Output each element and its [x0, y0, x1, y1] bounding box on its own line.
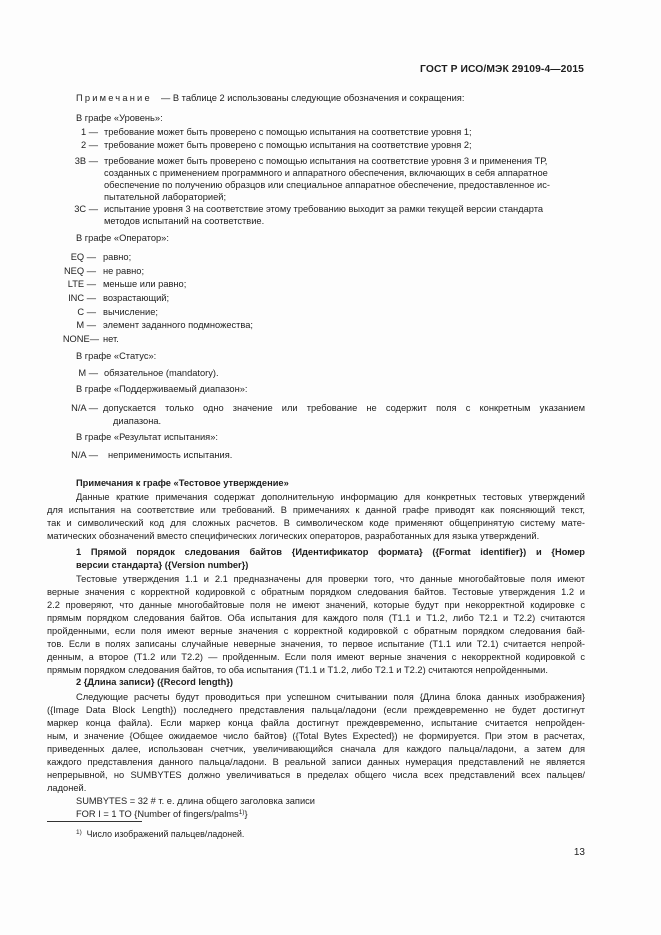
text-line: маркер конца файла). Если маркер конца файла достигнут преждевременно, испытание считается непройден- — [47, 718, 585, 728]
footnote — [76, 828, 244, 841]
result-code: N/A — — [71, 450, 98, 460]
text-line: версии стандарта} ({Version number}) — [76, 560, 249, 570]
level-text: требование может быть проверено с помощью испытания на соответствие уровня 3 и применения ТР, — [104, 156, 548, 166]
operator-title: В графе «Оператор»: — [76, 233, 169, 243]
operator-text: вычисление; — [103, 307, 158, 317]
operator-text: элемент заданного подмножества; — [103, 320, 253, 330]
text-line: тов. Если в полях записаны случайные неверные значения, то первое испытание (Т1.1 или Т2.1) считается непрой- — [47, 639, 585, 649]
text-line: так и символический код для сложных расчетов. В символическом коде применяют общепринятую систему мате- — [47, 518, 585, 528]
text-line: верные значения с корректной кодировкой с обратным порядком следования байтов. Тестовые утверждения 1.2 и — [47, 587, 585, 597]
code-line-for — [76, 808, 248, 821]
text-line: 2.2 проверяют, что данные многобайтовые поля не имеют значений, которые будут при некорректной кодировке с — [47, 600, 585, 610]
section1-heading — [47, 546, 585, 572]
code-text: FOR I = 1 TO {Number of fingers/palms — [76, 809, 239, 819]
text-line: диапазона. — [113, 416, 162, 426]
level-text: обеспечение по получению образцов или специальное аппаратное обеспечение, предоставленное ис- — [104, 180, 550, 190]
text-line: каждого представления данного пальца/ладони. В реальной записи данных нумерация представлений не является — [47, 757, 585, 767]
note-text: — В таблице 2 использованы следующие обозначения и сокращения: — [161, 93, 465, 103]
text-line: матических обозначений вместо специфических логических операторов, разработанных для языка утверждений. — [47, 531, 540, 541]
range-title: В графе «Поддерживаемый диапазон»: — [76, 384, 248, 394]
section1-paragraph — [47, 573, 585, 677]
standard-header: ГОСТ Р ИСО/МЭК 29109-4—2015 — [420, 64, 584, 75]
level-code: 1 — — [80, 127, 98, 137]
level-text: пытательной лабораторией; — [104, 192, 227, 202]
operator-text: нет. — [103, 334, 119, 344]
level-text: требование может быть проверено с помощью испытания на соответствие уровня 1; — [104, 127, 472, 137]
result-text: неприменимость испытания. — [108, 450, 233, 460]
operator-code: NONE— — [62, 334, 99, 344]
operator-code: LTE — — [67, 279, 96, 289]
text-line: Данные краткие примечания содержат дополнительную информацию для конкретных тестовых утверждений — [76, 492, 585, 502]
range-code: N/A — — [71, 403, 98, 413]
level-title: В графе «Уровень»: — [76, 113, 163, 123]
operator-text: возрастающий; — [103, 293, 170, 303]
text-line: для испытания на соответствие или требований. В примечаниях к данной графе приводят как поясняющий текст, — [47, 505, 585, 515]
page-number: 13 — [573, 847, 585, 858]
code-line-sumbytes: SUMBYTES = 32 # т. е. длина общего заголовка записи — [76, 796, 315, 806]
text-line: ладоней. — [47, 783, 87, 793]
section2-paragraph — [47, 691, 585, 795]
notes-heading: Примечания к графе «Тестовое утверждение» — [76, 478, 289, 488]
level-text: испытание уровня 3 на соответствие этому требованию выходит за рамки текущей версии стандарта — [104, 204, 544, 214]
text-line: допускается только одно значение или требование не содержит поля с конкретным указанием — [103, 403, 585, 413]
text-line: Тестовые утверждения 1.1 и 2.1 предназначены для проверки того, что данные многобайтовые поля имеют — [76, 574, 585, 584]
operator-code: INC — — [68, 293, 96, 303]
section2-heading: 2 {Длина записи} ({Record length}) — [76, 677, 233, 687]
footnote-mark: 1) — [76, 829, 82, 836]
operator-text: не равно; — [103, 266, 145, 276]
operator-text: меньше или равно; — [103, 279, 187, 289]
text-line: приведенных далее, использован счетчик, увеличивающийся сначала для каждого пальца/ладони, а затем для — [47, 744, 585, 754]
status-text: обязательное (mandatory). — [104, 368, 219, 378]
operator-code: NEQ — — [63, 266, 96, 276]
status-title: В графе «Статус»: — [76, 351, 157, 361]
footnote-ref: 1) — [238, 809, 245, 816]
range-text — [103, 402, 585, 428]
text-line: прямым порядком следования байтов. Оба испытания для каждого поля (Т1.1 и Т1.2, либо Т2.1 и Т2.2) считаются — [47, 613, 585, 623]
level-code: 2 — — [80, 140, 98, 150]
text-line: 1 Прямой порядок следования байтов {Идентификатор формата} ({Format identifier}) и {Номер — [76, 547, 585, 557]
text-line: пройденными, если поля имеют верные значения с корректной кодировкой с обратным порядком следования бай- — [47, 626, 585, 636]
text-line: непрерывной, но SUMBYTES должно увеличиваться в пределах общего числа всех представлений всех пальцев/ — [47, 770, 585, 780]
result-title: В графе «Результат испытания»: — [76, 432, 218, 442]
footnote-divider — [47, 821, 142, 822]
notes-paragraph — [47, 491, 585, 543]
operator-code: EQ — — [70, 252, 96, 262]
operator-text: равно; — [103, 252, 132, 262]
text-line: ным, и значение {Общее ожидаемое число байтов} ({Total Bytes Expected}) не формируется. При этом в расчетах, — [47, 731, 585, 741]
text-line: ({Image Data Block Length}) последнего представления пальца/ладони (если преждевременно не будет достигнут — [47, 705, 585, 715]
code-text: } — [244, 809, 248, 819]
level-text: созданных с применением программного и аппаратного обеспечения, включающих в себя аппаратное — [104, 168, 548, 178]
operator-code: M — — [76, 320, 96, 330]
note-label: Примечание — [76, 93, 152, 103]
level-text: методов испытаний на соответствие. — [104, 216, 265, 226]
text-line: Следующие расчеты будут проводиться при успешном считывании поля {Длина блока данных изображения} — [76, 692, 585, 702]
level-code: 3C — — [74, 204, 98, 214]
footnote-text: Число изображений пальцев/ладоней. — [86, 829, 245, 839]
operator-code: C — — [77, 307, 96, 317]
text-line: денным, а второе (Т1.2 или Т2.2) — пройденным. Если поля имеют верные значения с некорректной кодировкой с — [47, 652, 585, 662]
level-text: требование может быть проверено с помощью испытания на соответствие уровня 2; — [104, 140, 472, 150]
text-line: прямым порядком следования байтов, то оба испытания (Т1.1 и Т1.2, либо Т2.1 и Т2.2) считаются непройденными. — [47, 665, 548, 675]
level-code: 3B — — [74, 156, 98, 166]
status-code: M — — [78, 368, 98, 378]
